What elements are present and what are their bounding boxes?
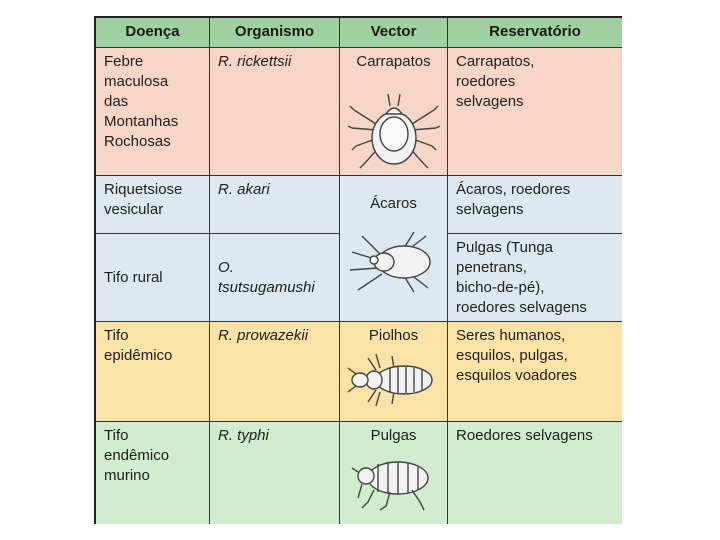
table-row-reservoir bbox=[448, 422, 622, 524]
disease-text: epidêmico bbox=[104, 347, 173, 364]
table-row-reservoir bbox=[448, 48, 622, 176]
flea-icon bbox=[346, 450, 442, 514]
organism-text: R. rickettsii bbox=[218, 53, 292, 70]
vector-label: Pulgas bbox=[370, 427, 417, 444]
organism-text: tsutsugamushi bbox=[218, 279, 315, 296]
reservoir-text: esquilos, pulgas, bbox=[456, 347, 568, 364]
organism-text: R. akari bbox=[218, 181, 270, 198]
disease-text: endêmico bbox=[104, 447, 170, 464]
disease-text: Tifo rural bbox=[104, 269, 163, 286]
reservoir-text: roedores selvagens bbox=[456, 299, 587, 316]
table-row-disease bbox=[96, 48, 210, 176]
tick-icon bbox=[346, 80, 442, 172]
table-row-disease bbox=[96, 322, 210, 422]
reservoir-text: Seres humanos, bbox=[456, 327, 566, 344]
reservoir-text: Pulgas (Tunga bbox=[456, 239, 554, 256]
reservoir-text: selvagens bbox=[456, 201, 524, 218]
disease-table bbox=[94, 16, 622, 524]
reservoir-text: penetrans, bbox=[456, 259, 527, 276]
disease-text: Riquetsiose bbox=[104, 181, 183, 198]
table-row-disease bbox=[96, 176, 210, 234]
vector-label: Carrapatos bbox=[356, 53, 431, 70]
disease-text: Tifo bbox=[104, 427, 129, 444]
reservoir-text: Ácaros, roedores bbox=[456, 181, 571, 198]
disease-text: vesicular bbox=[104, 201, 164, 218]
disease-text: Tifo bbox=[104, 327, 129, 344]
reservoir-text: Roedores selvagens bbox=[456, 427, 593, 444]
table-row-reservoir bbox=[448, 322, 622, 422]
table-row-organism bbox=[210, 48, 340, 176]
reservoir-text: selvagens bbox=[456, 93, 524, 110]
table-row-organism bbox=[210, 234, 340, 322]
mite-icon bbox=[344, 226, 444, 298]
reservoir-text: roedores bbox=[456, 73, 516, 90]
table-row-organism bbox=[210, 422, 340, 524]
vector-label: Ácaros bbox=[370, 195, 417, 212]
disease-text: Febre bbox=[104, 53, 144, 70]
vector-label: Piolhos bbox=[368, 327, 419, 344]
disease-text: murino bbox=[104, 467, 150, 484]
disease-text: maculosa bbox=[104, 73, 169, 90]
table-row-organism bbox=[210, 176, 340, 234]
table-row-reservoir bbox=[448, 176, 622, 234]
header-disease: Doença bbox=[96, 18, 210, 48]
organism-text: O. bbox=[218, 259, 234, 276]
reservoir-text: bicho-de-pé), bbox=[456, 279, 545, 296]
disease-text: Montanhas bbox=[104, 113, 179, 130]
organism-text: R. typhi bbox=[218, 427, 269, 444]
table-row-disease bbox=[96, 422, 210, 524]
table-row-disease bbox=[96, 234, 210, 322]
organism-text: R. prowazekii bbox=[218, 327, 309, 344]
table-row-reservoir bbox=[448, 234, 622, 322]
reservoir-text: esquilos voadores bbox=[456, 367, 577, 384]
louse-icon bbox=[346, 350, 442, 410]
disease-text: Rochosas bbox=[104, 133, 171, 150]
header-reservoir: Reservatório bbox=[448, 18, 622, 48]
disease-text: das bbox=[104, 93, 129, 110]
reservoir-text: Carrapatos, bbox=[456, 53, 535, 70]
header-vector: Vector bbox=[340, 18, 448, 48]
header-organism: Organismo bbox=[210, 18, 340, 48]
table-row-organism bbox=[210, 322, 340, 422]
